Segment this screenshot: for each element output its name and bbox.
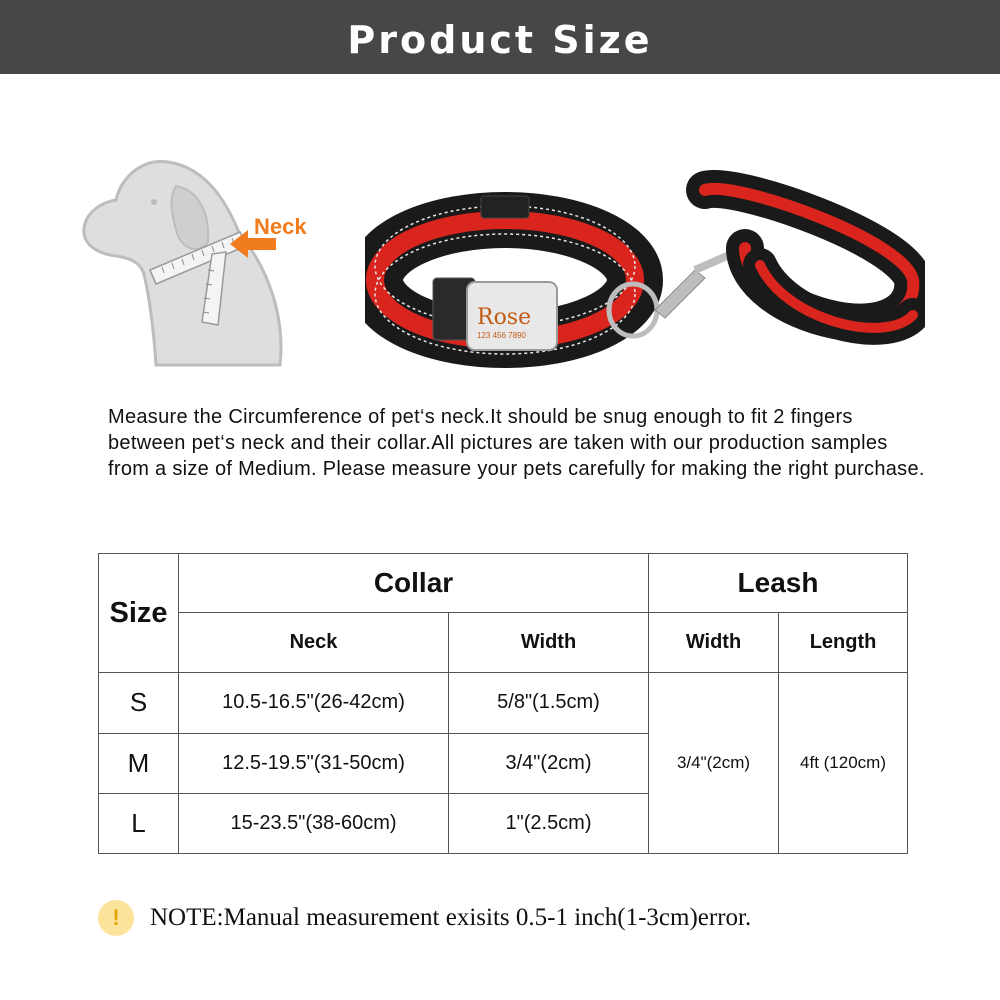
row-size: S bbox=[99, 673, 179, 733]
leash-length-header: Length bbox=[779, 613, 908, 673]
measurement-description: Measure the Circumference of pet‘s neck.It should be snug enough to fit 2 fingers between pet‘s neck and their collar.All pictures are taken with our production samples from a size of Medium. Please measure your pets carefully for making the right purchase. bbox=[108, 406, 925, 480]
size-header: Size bbox=[99, 554, 179, 673]
collar-leash-illustration bbox=[365, 170, 925, 370]
row-size: L bbox=[99, 793, 179, 853]
note bbox=[98, 898, 751, 938]
row-size: M bbox=[99, 733, 179, 793]
collar-width-header: Width bbox=[449, 613, 649, 673]
collar-neck-header: Neck bbox=[179, 613, 449, 673]
exclamation-icon: ! bbox=[98, 900, 134, 936]
neck-label: Neck bbox=[254, 214, 307, 239]
note-text: NOTE:Manual measurement exisits 0.5-1 inch(1-3cm)error. bbox=[150, 904, 752, 931]
page-title: Product Size bbox=[0, 0, 1000, 74]
table-row bbox=[99, 673, 908, 733]
size-table bbox=[98, 553, 908, 854]
row-neck: 15-23.5"(38-60cm) bbox=[179, 793, 449, 853]
row-width: 3/4"(2cm) bbox=[449, 733, 649, 793]
leash-header: Leash bbox=[649, 554, 908, 613]
leash-width-value: 3/4"(2cm) bbox=[649, 673, 779, 854]
dog-measure-illustration bbox=[80, 150, 320, 380]
collar-header: Collar bbox=[179, 554, 649, 613]
row-width: 5/8"(1.5cm) bbox=[449, 673, 649, 733]
row-neck: 10.5-16.5"(26-42cm) bbox=[179, 673, 449, 733]
tag-number: 123 456 7890 bbox=[477, 331, 526, 340]
row-neck: 12.5-19.5"(31-50cm) bbox=[179, 733, 449, 793]
tag-name: Rose bbox=[477, 305, 532, 330]
leash-length-value: 4ft (120cm) bbox=[779, 673, 908, 854]
leash-width-header: Width bbox=[649, 613, 779, 673]
row-width: 1"(2.5cm) bbox=[449, 793, 649, 853]
